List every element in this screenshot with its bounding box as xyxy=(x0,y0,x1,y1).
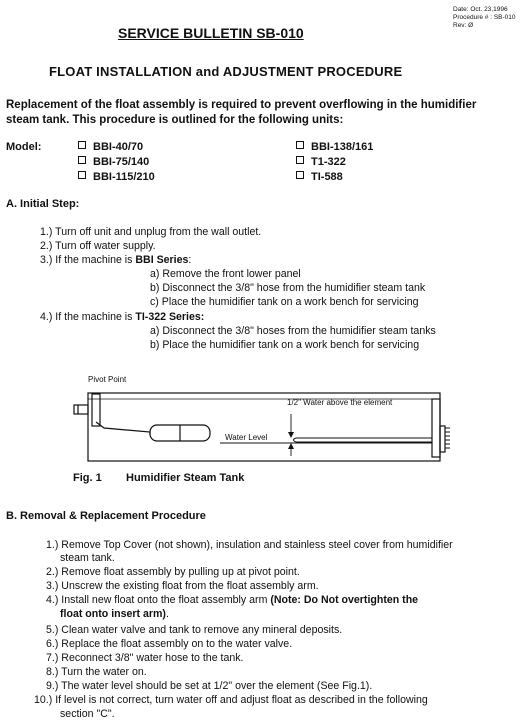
section-b-heading: B. Removal & Replacement Procedure xyxy=(6,510,206,522)
page-title: SERVICE BULLETIN SB-010 xyxy=(118,25,304,41)
intro-line-1: Replacement of the float assembly is required to prevent overflowing in the humidifier xyxy=(6,99,477,111)
bulletin-date: Date: Oct. 23,1996 xyxy=(453,6,508,13)
model-item: TI-588 xyxy=(296,171,343,183)
procedure-step-10-cont: section "C". xyxy=(60,708,115,720)
steam-tank-diagram xyxy=(70,372,455,473)
right-panel xyxy=(432,399,440,457)
intro-line-2: steam tank. This procedure is outlined for the following units: xyxy=(6,114,344,126)
step-4b: b) Place the humidifier tank on a work bench for servicing xyxy=(150,339,420,351)
checkbox-icon xyxy=(78,171,86,179)
model-item: T1-322 xyxy=(296,156,346,168)
model-label: Model: xyxy=(6,141,42,153)
figure-number: Fig. 1 xyxy=(73,472,102,484)
step-3: 3.) If the machine is BBI Series: xyxy=(40,254,192,266)
step-3a: a) Remove the front lower panel xyxy=(150,268,301,280)
model-item: BBI-115/210 xyxy=(78,171,155,183)
step-3c: c) Place the humidifier tank on a work bench for servicing xyxy=(150,296,419,308)
procedure-step-9: 9.) The water level should be set at 1/2" over the element (See Fig.1). xyxy=(46,680,373,692)
heating-element xyxy=(294,438,433,442)
section-a-heading: A. Initial Step: xyxy=(6,198,80,210)
procedure-step-7: 7.) Reconnect 3/8" water hose to the tank. xyxy=(46,652,244,664)
water-above-label: 1/2" Water above the element xyxy=(287,398,393,407)
left-fitting xyxy=(74,405,88,414)
step-2: 2.) Turn off water supply. xyxy=(40,240,156,252)
checkbox-icon xyxy=(296,156,304,164)
figure-caption: Humidifier Steam Tank xyxy=(126,472,245,484)
checkbox-icon xyxy=(78,156,86,164)
procedure-step-6: 6.) Replace the float assembly on to the water valve. xyxy=(46,638,293,650)
procedure-step-1: 1.) Remove Top Cover (not shown), insulation and stainless steel cover from humidifier xyxy=(46,539,453,551)
procedure-step-1-cont: steam tank. xyxy=(60,552,115,564)
revision: Rev: Ø xyxy=(453,22,474,29)
pivot-point-label: Pivot Point xyxy=(88,375,127,384)
procedure-step-10: 10.) If level is not correct, turn water off and adjust float as described in the following xyxy=(34,694,428,706)
step-3b: b) Disconnect the 3/8" hose from the humidifier steam tank xyxy=(150,282,426,294)
checkbox-icon xyxy=(78,141,86,149)
step-4a: a) Disconnect the 3/8" hoses from the humidifier steam tanks xyxy=(150,325,436,337)
page-subtitle: FLOAT INSTALLATION and ADJUSTMENT PROCEDURE xyxy=(49,64,403,79)
checkbox-icon xyxy=(296,141,304,149)
step-1: 1.) Turn off unit and unplug from the wall outlet. xyxy=(40,226,262,238)
procedure-step-2: 2.) Remove float assembly by pulling up at pivot point. xyxy=(46,566,300,578)
procedure-step-5: 5.) Clean water valve and tank to remove any mineral deposits. xyxy=(46,624,343,636)
water-level-label: Water Level xyxy=(225,433,268,442)
procedure-number: Procedure # : SB-010 xyxy=(453,14,516,21)
terminal-block xyxy=(440,426,445,452)
model-item: BBI-40/70 xyxy=(78,141,143,153)
model-item: BBI-75/140 xyxy=(78,156,149,168)
procedure-step-4: 4.) Install new float onto the float assembly arm (Note: Do Not overtighten the xyxy=(46,594,419,606)
float-arm xyxy=(96,422,150,435)
procedure-step-8: 8.) Turn the water on. xyxy=(46,666,147,678)
step-4: 4.) If the machine is TI-322 Series: xyxy=(40,311,205,323)
procedure-step-4-cont: float onto insert arm). xyxy=(60,608,169,620)
model-item: BBI-138/161 xyxy=(296,141,373,153)
checkbox-icon xyxy=(296,171,304,179)
procedure-step-3: 3.) Unscrew the existing float from the float assembly arm. xyxy=(46,580,319,592)
